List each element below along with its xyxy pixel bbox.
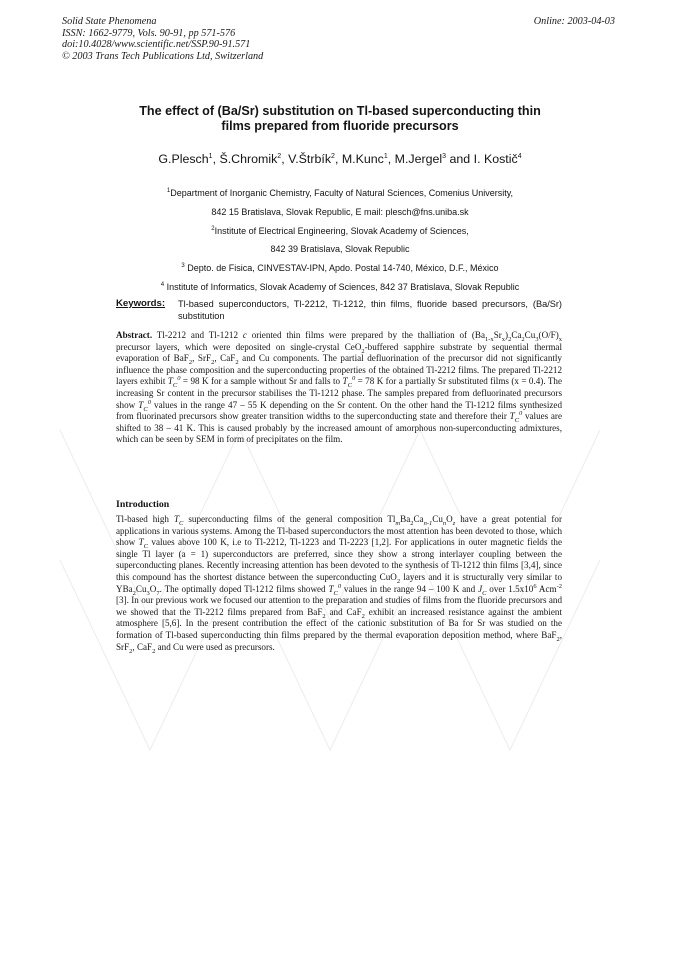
intro-text: values above 100 K, i.e to Tl-2212, Tl-1223 and Tl-2223 [1,2]. For applications in outer magnetic fields the single Tl layer (a = 1) superconductors are preferred, since they show a strong interlayer coupling between the superconducting planes. Recently increasing attention has been devoted to the synthesis of Tl-1212 thin films [3,4], since this compound has the shortest distance between the superconducting CuO xyxy=(116,537,562,582)
affiliations xyxy=(80,184,600,297)
subscript: 3 xyxy=(146,589,150,597)
abstract-text: = 98 K for a sample without Sr and falls to xyxy=(180,376,343,387)
abstract-text: , CaF xyxy=(214,353,236,364)
author-affil-sup: 3 xyxy=(442,152,447,160)
subscript: 2 xyxy=(235,359,239,366)
affil-text: Institute of Informatics, Slovak Academy of Sciences, 842 37 Bratislava, Slovak Republic xyxy=(164,281,520,292)
section-heading-introduction: Introduction xyxy=(116,499,170,510)
tc-symbol: T xyxy=(138,537,144,548)
affil-text: Depto. de Fisica, CINVESTAV-IPN, Apdo. Postal 14-740, México, D.F., México xyxy=(184,263,499,274)
intro-text: Tl-based high xyxy=(116,514,174,524)
intro-text: Cu xyxy=(432,514,443,524)
subscript: 1-x xyxy=(485,335,494,343)
title-line-1: The effect of (Ba/Sr) substitution on Tl-based superconducting thin xyxy=(139,104,541,118)
abstract-text: precursor layers, which were deposited on single-crystal CeO xyxy=(116,341,362,352)
subscript: C xyxy=(143,405,148,413)
jc-symbol: J xyxy=(478,583,483,594)
subscript: C xyxy=(172,382,178,390)
tc-symbol: T xyxy=(328,583,334,594)
intro-text: Ca xyxy=(413,514,424,524)
subscript: 2 xyxy=(508,335,512,343)
author-separator: and xyxy=(446,152,474,166)
author-affil-sup: 2 xyxy=(277,152,282,160)
intro-text: Cu xyxy=(135,583,147,594)
author: I. Kostič xyxy=(473,152,518,166)
subscript: 2 xyxy=(410,519,414,527)
issn-line: ISSN: 1662-9779, Vols. 90-91, pp 571-576 xyxy=(62,27,236,39)
intro-text: have a great potential for applications in various systems. Among the Tl-based superconductors the most attention has been devoted to those, which show xyxy=(116,514,562,548)
title-line-2: films prepared from fluoride precursors xyxy=(221,119,459,133)
journal-name: Solid State Phenomena xyxy=(62,16,157,27)
intro-text: values in the range 94 – 100 K and xyxy=(341,583,479,594)
affil-sup: 2 xyxy=(211,225,215,232)
superscript: 0 xyxy=(519,410,523,418)
affil-sup: 4 xyxy=(160,281,165,288)
subscript: 7 xyxy=(156,589,160,597)
subscript: 2 xyxy=(188,359,193,366)
author-affil-sup: 4 xyxy=(517,152,522,160)
paper-title xyxy=(110,104,570,134)
superscript: 6 xyxy=(533,582,537,590)
affiliation-3 xyxy=(80,259,600,278)
subscript: C xyxy=(347,382,352,390)
affil-text: Department of Inorganic Chemistry, Faculty of Natural Sciences, Comenius University, xyxy=(170,188,514,198)
intro-text: . The optimally doped Tl-1212 films showed xyxy=(159,583,329,594)
subscript: n-1 xyxy=(423,519,433,527)
subscript: 3 xyxy=(535,335,539,343)
subscript: 2 xyxy=(129,647,133,655)
abstract-text: values in the range 47 – 55 K depending on the Sr content. On the other hand the Tl-1212 films synthesized from fluorinated precursors show greater transition widths to the superconducting state and therefore their xyxy=(116,399,562,422)
abstract-text: and Cu components. The partial defluorination of the precursor did not significantly influence the phase composition and the superconducting properties of the obtained Tl-2212 films. The prepared Tl-2212 layers exhibit xyxy=(116,353,562,387)
tc-symbol: T xyxy=(138,399,144,410)
journal-header xyxy=(62,16,263,62)
author: M.Jergel xyxy=(394,152,443,166)
online-date: Online: 2003-04-03 xyxy=(533,16,615,27)
author: Š.Chromik xyxy=(219,152,278,166)
abstract-text: Tl-2212 and Tl-1212 xyxy=(152,330,243,340)
author-separator: , xyxy=(387,152,395,166)
author: G.Plesch xyxy=(158,152,209,166)
intro-text: O xyxy=(446,514,453,524)
affiliation-2-cont: 842 39 Bratislava, Slovak Republic xyxy=(270,244,410,255)
tc-symbol: T xyxy=(167,376,173,387)
intro-text: layers and it is structurally very similar to YBa xyxy=(116,571,562,594)
superscript: 0 xyxy=(177,375,181,383)
abstract-text: ) xyxy=(505,330,509,340)
author-separator: , xyxy=(281,152,289,166)
affiliation-1 xyxy=(80,184,600,203)
author-affil-sup: 2 xyxy=(331,152,335,160)
intro-text: exhibit an increased resistance against the ambient atmosphere [5,6]. In the present contribution the effect of the cationic substitution of Ba for Sr was studied on the formation of Tl-based superconducting thin films prepared by the thermal evaporation deposition method, where BaF xyxy=(116,606,562,640)
keywords-text: Tl-based superconductors, Tl-2212, Tl-1212, thin films, fluoride based precursors, (Ba/Sr) substitution xyxy=(178,299,562,322)
affil-sup: 3 xyxy=(181,263,185,270)
intro-text: over 1.5x10 xyxy=(486,583,534,594)
subscript: 2 xyxy=(211,359,215,366)
intro-text: Ba xyxy=(400,514,411,524)
abstract-text: = 78 K for a partially Sr substituted films (x = 0.4). The increasing Sr content in the precursor stabilises the Tl-1212 phase. The samples prepared from defluorinated precursors show xyxy=(116,376,562,410)
tc-symbol: T xyxy=(342,376,348,387)
tc-symbol: T xyxy=(509,411,515,422)
intro-text: and CaF xyxy=(325,606,362,617)
subscript: C xyxy=(143,543,149,550)
superscript: 0 xyxy=(147,398,151,406)
intro-text: O xyxy=(149,583,157,594)
author-affil-sup: 1 xyxy=(383,152,388,160)
subscript: x xyxy=(501,335,506,343)
affiliation-1-cont: 842 15 Bratislava, Slovak Republic, E mail: plesch@fns.uniba.sk xyxy=(211,206,469,217)
subscript: 2 xyxy=(361,612,365,620)
abstract-text: -buffered sapphire substrate by sequential thermal evaporation of BaF xyxy=(116,341,563,364)
author-separator: , xyxy=(334,152,342,166)
author: V.Štrbík xyxy=(288,152,332,166)
author-list xyxy=(80,152,600,166)
author-separator: , xyxy=(212,152,220,166)
abstract-label: Abstract. xyxy=(116,330,153,340)
subscript: 2 xyxy=(361,347,365,355)
superscript: 0 xyxy=(337,582,342,590)
copyright-line: © 2003 Trans Tech Publications Ltd, Switzerland xyxy=(62,50,264,62)
subscript: C xyxy=(514,416,520,424)
subscript: 2 xyxy=(556,635,560,643)
subscript: C xyxy=(179,519,184,527)
abstract xyxy=(116,330,562,446)
affiliation-4 xyxy=(80,278,600,297)
subscript: C xyxy=(482,589,487,597)
introduction-body xyxy=(116,514,562,653)
superscript: 0 xyxy=(351,375,356,383)
affil-text: Institute of Electrical Engineering, Slovak Academy of Sciences, xyxy=(214,225,469,236)
intro-text: [3]. In our previous work we focused our attention to the preparation and studies of films from the fluoride precursors and we showed that the Tl-2212 films prepared from BaF xyxy=(116,595,562,617)
subscript: m xyxy=(395,519,401,527)
abstract-text: oriented thin films were prepared by the thalliation of (Ba xyxy=(246,330,486,340)
subscript: 2 xyxy=(396,577,401,585)
intro-text: superconducting films of the general composition Tl xyxy=(183,514,396,524)
abstract-text: (O/F) xyxy=(538,330,559,340)
doi-link[interactable]: doi:10.4028/www.scientific.net/SSP.90-91.571 xyxy=(62,39,251,51)
subscript: 2 xyxy=(132,589,136,597)
intro-text: , SrF xyxy=(116,629,562,652)
subscript: 2 xyxy=(521,335,525,343)
author: M.Kunc xyxy=(341,152,384,166)
superscript: -2 xyxy=(556,582,562,590)
subscript: 2 xyxy=(322,612,326,620)
intro-text: and Cu were used as precursors. xyxy=(155,641,275,652)
author-affil-sup: 1 xyxy=(208,152,213,160)
abstract-text: Cu xyxy=(524,330,536,340)
affiliation-2 xyxy=(80,222,600,241)
intro-text: , CaF xyxy=(132,641,153,652)
subscript: z xyxy=(452,519,456,527)
tc-symbol: T xyxy=(173,514,180,524)
subscript: 2 xyxy=(152,647,156,655)
subscript: n xyxy=(442,519,447,527)
abstract-text: c xyxy=(242,330,247,340)
abstract-text: Sr xyxy=(493,330,502,340)
intro-text: Acm xyxy=(536,583,557,594)
abstract-text: Ca xyxy=(511,330,522,340)
keywords-label: Keywords: xyxy=(116,298,166,309)
affil-sup: 1 xyxy=(166,188,171,194)
abstract-text: , SrF xyxy=(192,353,212,364)
subscript: x xyxy=(558,335,563,343)
abstract-text: values are shifted to 38 – 41 K. This is caused probably by the increased amount of amorphous non-superconducting admixtures, which can be seen by SEM in form of precipitates on the film. xyxy=(116,411,562,445)
subscript: C xyxy=(333,589,338,597)
